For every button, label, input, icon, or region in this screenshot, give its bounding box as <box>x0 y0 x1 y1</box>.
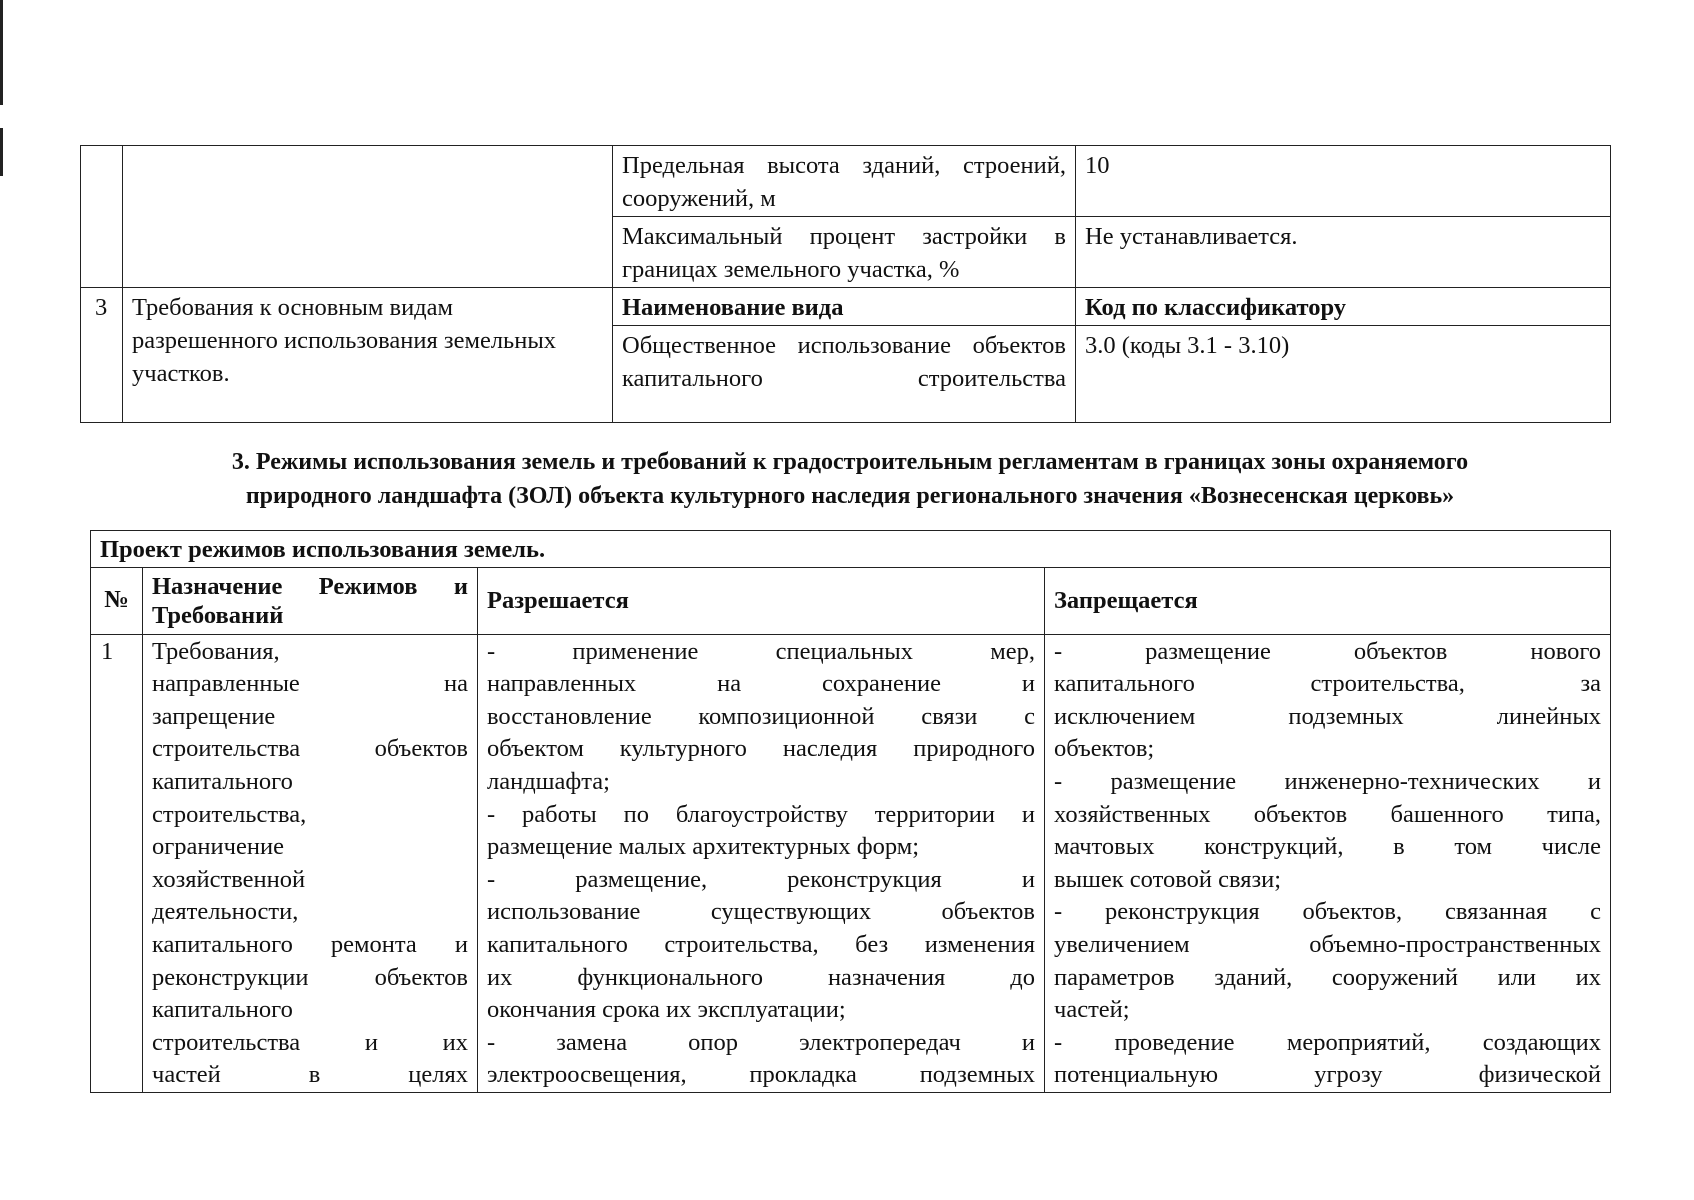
purpose-cell <box>143 634 478 1092</box>
zoning-parameters-table <box>80 145 1611 423</box>
land-use-regimes-table <box>90 530 1611 1093</box>
text-line: реконструкции объектов <box>152 963 468 991</box>
text-line: строительства, <box>152 800 307 828</box>
section-heading-line: природного ландшафта (ЗОЛ) объекта культурного наследия регионального значения «Вознесенская церковь» <box>245 483 1455 509</box>
row-number: 1 <box>91 634 143 1092</box>
section-heading <box>100 445 1600 513</box>
header-forbidden: Запрещается <box>1045 567 1611 634</box>
table-cell-requirement <box>123 146 613 288</box>
scan-edge-mark <box>0 0 3 105</box>
header-use-name: Наименование вида <box>613 288 1076 326</box>
allowed-cell <box>478 634 1045 1092</box>
text-line: использование существующих объектов <box>487 898 1035 926</box>
classifier-code: 3.0 (коды 3.1 - 3.10) <box>1076 326 1611 423</box>
text-line: капитального <box>152 767 293 795</box>
text-line: параметров зданий, сооружений или их <box>1054 963 1602 991</box>
text-line: исключением подземных линейных <box>1054 702 1602 730</box>
text-line: деятельности, <box>152 898 299 926</box>
allowed-text <box>487 636 1035 1092</box>
text-line: хозяйственных объектов башенного типа, <box>1054 800 1602 828</box>
text-line: увеличением объемно-пространственных <box>1054 930 1602 958</box>
text-line: направленных на сохранение и <box>487 670 1035 698</box>
text-line: частей в целях <box>152 1061 468 1089</box>
text-line: - применение специальных мер, <box>487 637 1035 665</box>
text-line: - реконструкция объектов, связанная с <box>1054 898 1602 926</box>
purpose-text <box>152 636 468 1092</box>
row-number: 3 <box>81 288 123 423</box>
table-row <box>91 634 1611 1092</box>
text-line: - размещение, реконструкция и <box>487 865 1035 893</box>
text-line: восстановление композиционной связи с <box>487 702 1035 730</box>
table-row <box>81 146 1611 217</box>
text-line: запрещение <box>152 702 276 730</box>
use-name: Общественное использование объектов капитального строительства <box>613 326 1076 423</box>
header-purpose <box>143 567 478 634</box>
text-line: капитального <box>152 996 293 1024</box>
table-row <box>91 531 1611 568</box>
param-max-height: Предельная высота зданий, строений, сооружений, м <box>613 146 1076 217</box>
section-heading-line: 3. Режимы использования земель и требований к градостроительным регламентам в границах зоны охраняемого <box>231 449 1469 475</box>
text-line: их функционального назначения до <box>487 963 1035 991</box>
text-line: направленные на <box>152 670 468 698</box>
text-line: - размещение инженерно-технических и <box>1054 767 1602 795</box>
text-line: окончания срока их эксплуатации; <box>487 996 846 1024</box>
value-max-height: 10 <box>1076 146 1611 217</box>
text-line: Требования, <box>152 637 280 665</box>
text-line: капитального строительства, без изменения <box>487 930 1035 958</box>
param-max-build-percent: Максимальный процент застройки в границах земельного участка, % <box>613 217 1076 288</box>
header-num: № <box>91 567 143 634</box>
forbidden-text <box>1054 636 1601 1092</box>
header-purpose-text: Назначение Режимов и Требований <box>152 573 468 630</box>
scan-edge-mark <box>0 128 3 176</box>
table-header-row <box>91 567 1611 634</box>
project-title: Проект режимов использования земель. <box>91 531 1611 568</box>
text-line: строительства объектов <box>152 735 468 763</box>
header-classifier-code: Код по классификатору <box>1076 288 1611 326</box>
text-line: - замена опор электропередач и <box>487 1028 1035 1056</box>
text-line: вышек сотовой связи; <box>1054 865 1282 893</box>
text-line: объектов; <box>1054 735 1155 763</box>
forbidden-cell <box>1045 634 1611 1092</box>
text-line: мачтовых конструкций, в том числе <box>1054 833 1602 861</box>
text-line: размещение малых архитектурных форм; <box>487 833 920 861</box>
text-line: электроосвещения, прокладка подземных <box>487 1061 1035 1089</box>
text-line: хозяйственной <box>152 865 306 893</box>
text-line: строительства и их <box>152 1028 468 1056</box>
text-line: - проведение мероприятий, создающих <box>1054 1028 1602 1056</box>
text-line: потенциальную угрозу физической <box>1054 1061 1602 1089</box>
requirement-text: Требования к основным видам разрешенного использования земельных участков. <box>123 288 613 423</box>
text-line: капитального ремонта и <box>152 930 468 958</box>
text-line: - работы по благоустройству территории и <box>487 800 1035 828</box>
header-allowed: Разрешается <box>478 567 1045 634</box>
table-cell-num <box>81 146 123 288</box>
text-line: ограничение <box>152 833 284 861</box>
text-line: капитального строительства, за <box>1054 670 1602 698</box>
table-row <box>81 288 1611 326</box>
text-line: частей; <box>1054 996 1130 1024</box>
text-line: объектом культурного наследия природного <box>487 735 1035 763</box>
text-line: ландшафта; <box>487 767 610 795</box>
text-line: - размещение объектов нового <box>1054 637 1602 665</box>
value-max-build-percent: Не устанавливается. <box>1076 217 1611 288</box>
